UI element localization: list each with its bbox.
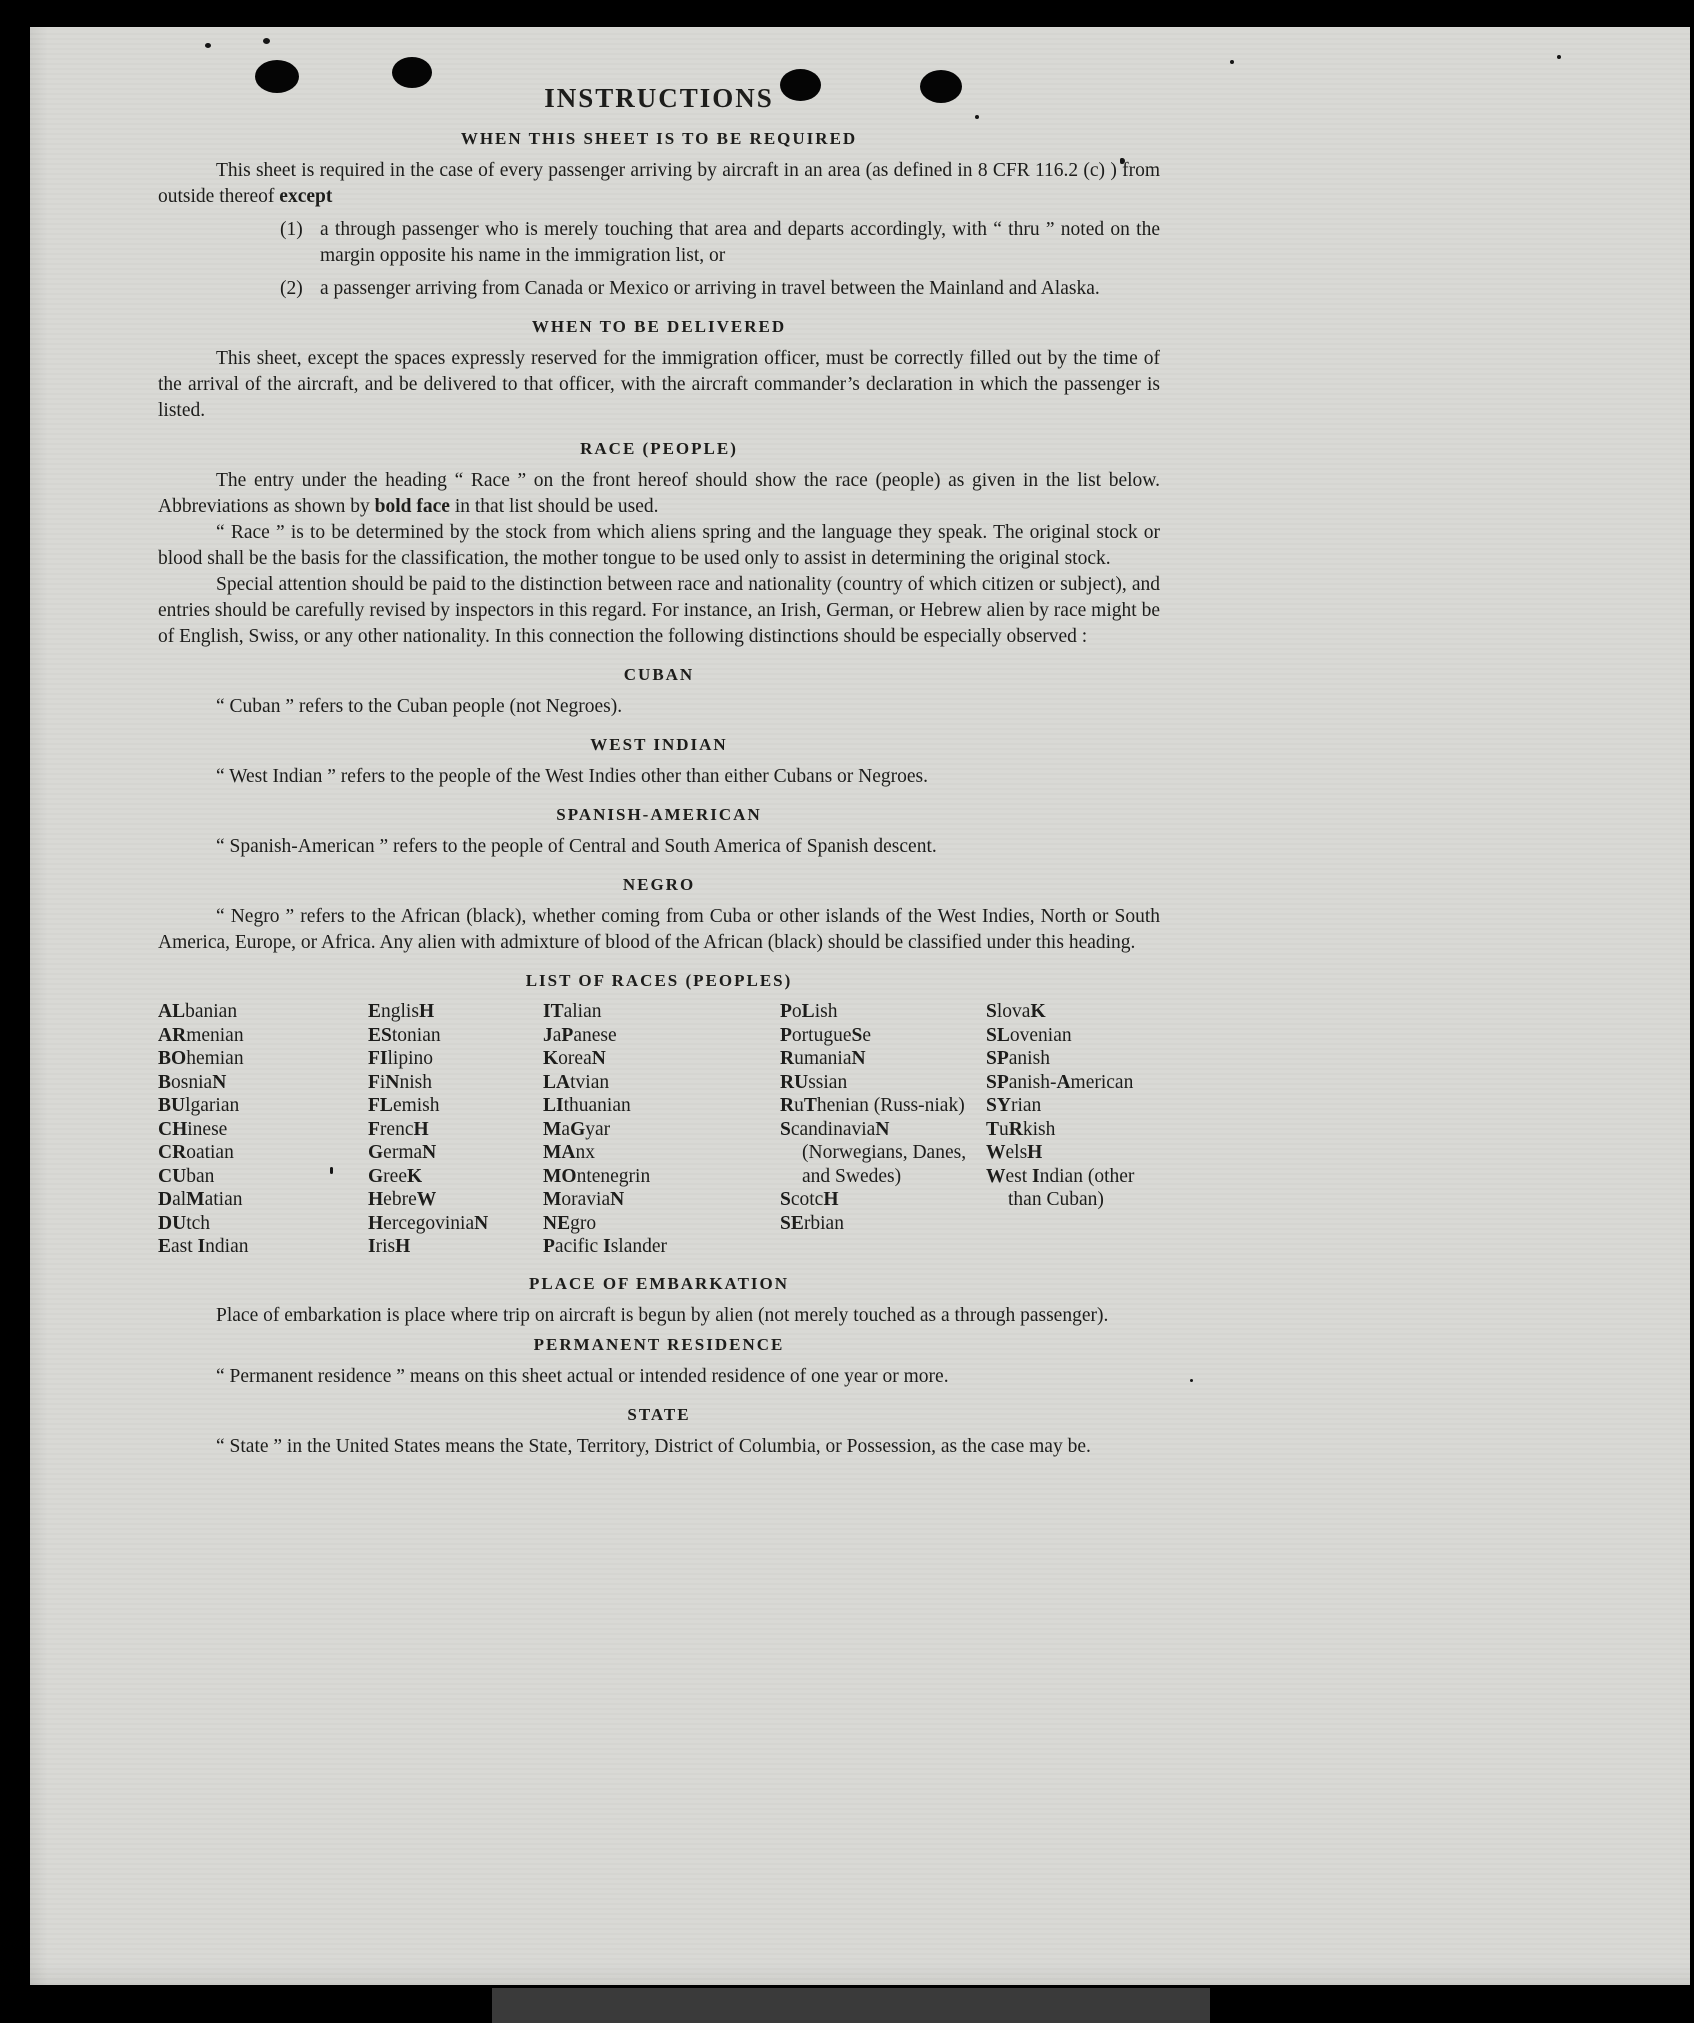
race-item: ARmenian	[158, 1024, 244, 1046]
race-item: Pacific Islander	[543, 1236, 667, 1257]
list-item-1	[280, 217, 1160, 269]
document-page	[30, 27, 1690, 1985]
heading-place-of-embarkation: PLACE OF EMBARKATION	[528, 1273, 790, 1293]
heading-negro: NEGRO	[622, 875, 696, 894]
page-title: INSTRUCTIONS	[544, 83, 774, 113]
race-item: HebreW	[368, 1189, 437, 1210]
race-item: PoLish	[780, 1001, 838, 1022]
race-item: GreeK	[368, 1165, 423, 1187]
race-item: SLovenian	[986, 1024, 1072, 1046]
scanner-backing-strip	[492, 1988, 1210, 2023]
heading-race-people: RACE (PEOPLE)	[580, 439, 738, 458]
paragraph-residence: “ Permanent residence ” means on this sheet actual or intended residence of one year or more.	[216, 1365, 949, 1387]
race-item: CHinese	[158, 1118, 228, 1140]
race-item: IrisH	[368, 1236, 411, 1257]
race-item: CUban	[158, 1165, 215, 1187]
heading-cuban: CUBAN	[623, 665, 695, 684]
heading-state: STATE	[627, 1404, 691, 1424]
heading-list-of-races: LIST OF RACES (PEOPLES)	[525, 971, 793, 990]
paragraph-embarkation: Place of embarkation is place where trip on aircraft is begun by alien (not merely touched as a through passenger).	[216, 1304, 1109, 1326]
race-item: WelsH	[986, 1142, 1043, 1163]
race-item: West Indian (other than Cuban)	[986, 1165, 1135, 1210]
heading-permanent-residence: PERMANENT RESIDENCE	[533, 1334, 785, 1354]
paragraph-spanish-american: “ Spanish-American ” refers to the people of Central and South America of Spanish descent.	[216, 836, 937, 857]
race-item: TuRkish	[986, 1118, 1056, 1140]
race-item: NEgro	[543, 1212, 597, 1234]
race-item: BOhemian	[158, 1048, 244, 1069]
race-item: ScandinaviaN (Norwegians, Danes, and Swedes)	[780, 1118, 967, 1187]
paragraph-text: in that list should be used.	[449, 496, 659, 517]
race-item: EStonian	[368, 1024, 441, 1046]
race-item: SErbian	[780, 1212, 844, 1234]
races-column-1	[158, 1000, 368, 1259]
race-item: LAtvian	[543, 1071, 610, 1093]
races-column-4	[780, 1000, 986, 1259]
paragraph-race-2: “ Race ” is to be determined by the stock from which aliens spring and the language they speak. The original stock or blood shall be the basis for the classification, the mother tongue to be used only to assist in determining the original stock.	[158, 522, 1160, 569]
race-item: GermaN	[368, 1142, 437, 1163]
race-item: MoraviaN	[543, 1189, 625, 1210]
heading-when-required: WHEN THIS SHEET IS TO BE REQUIRED	[460, 129, 858, 148]
bold-words-bold-face: bold face	[374, 496, 450, 517]
race-item: JaPanese	[543, 1024, 617, 1046]
race-item: SlovaK	[986, 1001, 1046, 1022]
paragraph-text: The entry under the heading “ Race ” on the front hereof should show the race (people) as given in the list below. Abbreviations as shown by	[158, 470, 1160, 517]
race-item: BosniaN	[158, 1071, 227, 1093]
paragraph-west-indian: “ West Indian ” refers to the people of the West Indies other than either Cubans or Negroes.	[216, 766, 928, 787]
paragraph-cuban: “ Cuban ” refers to the Cuban people (not Negroes).	[216, 696, 623, 717]
race-item: BUlgarian	[158, 1095, 240, 1116]
list-item-text: a through passenger who is merely touching that area and departs accordingly, with “ thru ” noted on the margin opposite his name in the immigration list, or	[320, 219, 1160, 266]
race-item: FiNnish	[368, 1071, 432, 1093]
race-item: RuThenian (Russ-niak)	[780, 1095, 965, 1116]
race-item: East Indian	[158, 1236, 249, 1257]
heading-when-delivered: WHEN TO BE DELIVERED	[531, 317, 787, 336]
race-item: KoreaN	[543, 1048, 606, 1069]
race-item: RUssian	[780, 1071, 848, 1093]
race-item: MAnx	[543, 1142, 595, 1163]
scan-speck	[1190, 1379, 1193, 1382]
race-item: LIthuanian	[543, 1095, 631, 1116]
race-item: DUtch	[158, 1212, 211, 1234]
race-item: ALbanian	[158, 1001, 238, 1022]
races-columns	[158, 1000, 1160, 1259]
race-item: DalMatian	[158, 1189, 243, 1210]
race-item: MaGyar	[543, 1118, 611, 1140]
paragraph-race-1	[158, 468, 1160, 520]
heading-west-indian: WEST INDIAN	[590, 735, 728, 754]
paragraph-state: “ State ” in the United States means the State, Territory, District of Columbia, or Possession, as the case may be.	[216, 1435, 1091, 1457]
document-content	[158, 27, 1160, 1460]
list-item-text: a passenger arriving from Canada or Mexico or arriving in travel between the Mainland and Alaska.	[320, 278, 1100, 299]
list-item-number: (2)	[280, 278, 303, 299]
paragraph-when-delivered: This sheet, except the spaces expressly reserved for the immigration officer, must be correctly filled out by the time of the arrival of the aircraft, and be delivered to that officer, with the aircraft commander’s declaration in which the passenger is listed.	[158, 348, 1160, 421]
race-item: SPanish	[986, 1048, 1050, 1069]
race-item: PortugueSe	[780, 1024, 872, 1046]
list-item-number: (1)	[280, 219, 303, 240]
races-column-5	[986, 1000, 1160, 1259]
list-item-2	[280, 276, 1160, 302]
race-item: SYrian	[986, 1095, 1042, 1116]
scan-speck	[1230, 60, 1234, 64]
heading-spanish-american: SPANISH-AMERICAN	[556, 805, 762, 824]
paragraph-text: This sheet is required in the case of every passenger arriving by aircraft in an area (as defined in 8 CFR 116.2 (c) ) from outside thereof	[158, 160, 1160, 207]
race-item: FLemish	[368, 1095, 440, 1116]
paragraph-race-3: Special attention should be paid to the distinction between race and nationality (country of which citizen or subject), and entries should be carefully revised by inspectors in this regard. For instance, an Irish, German, or Hebrew alien by race might be of English, Swiss, or any other nationality. In this connection the following distinctions should be especially observed :	[158, 574, 1160, 647]
paragraph-negro: “ Negro ” refers to the African (black), whether coming from Cuba or other islands of the West Indies, North or South America, Europe, or Africa. Any alien with admixture of blood of the African (black) should be classified under this heading.	[158, 906, 1160, 953]
paragraph-when-required	[158, 158, 1160, 210]
races-column-2	[368, 1000, 543, 1259]
race-item: SPanish-American	[986, 1071, 1134, 1093]
race-item: RumaniaN	[780, 1048, 866, 1069]
scan-speck	[1557, 55, 1561, 59]
race-item: FIlipino	[368, 1048, 434, 1069]
race-item: ScotcH	[780, 1189, 839, 1210]
race-item: EnglisH	[368, 1001, 435, 1022]
bold-word-except: except	[279, 186, 333, 207]
race-item: HercegoviniaN	[368, 1212, 489, 1234]
races-column-3	[543, 1000, 780, 1259]
race-item: ITalian	[543, 1001, 602, 1022]
race-item: MOntenegrin	[543, 1165, 651, 1187]
race-item: CRoatian	[158, 1142, 234, 1163]
race-item: FrencH	[368, 1118, 429, 1140]
